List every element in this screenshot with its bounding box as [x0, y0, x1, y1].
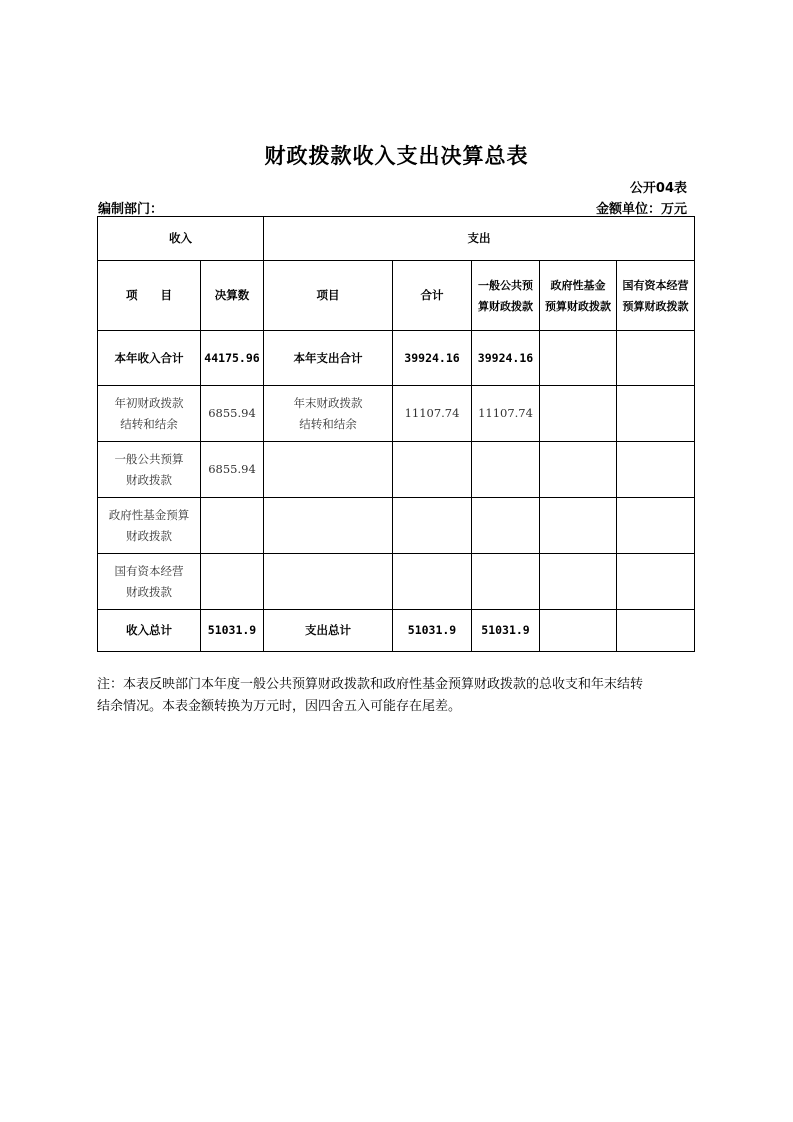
table-row [98, 442, 695, 498]
table-row [98, 554, 695, 610]
expense-item-label [264, 386, 393, 442]
expense-state-capital [617, 498, 695, 554]
expense-total [393, 442, 472, 498]
expense-total [393, 498, 472, 554]
expense-general-budget: 11107.74 [472, 386, 540, 442]
footnote [97, 674, 697, 718]
state-capital-header-line2: 预算财政拨款 [622, 299, 689, 313]
expense-general-budget: 51031.9 [472, 610, 540, 652]
income-item-label-line1: 一般公共预算 [114, 451, 184, 466]
expense-gov-fund [540, 442, 617, 498]
income-value [201, 554, 264, 610]
expense-item-label: 支出总计 [264, 610, 393, 652]
income-item-label [98, 386, 201, 442]
expense-item-label [264, 554, 393, 610]
exp-item-header: 项目 [264, 261, 393, 331]
expense-general-budget [472, 498, 540, 554]
expense-item-label-line2: 结转和结余 [299, 416, 357, 431]
expense-total [393, 554, 472, 610]
expense-item-label-line1: 年末财政拨款 [293, 395, 363, 410]
table-row [98, 331, 695, 386]
income-item-label: 收入总计 [98, 610, 201, 652]
form-number: 公开04表 [629, 181, 687, 196]
state-capital-header-line1: 国有资本经营 [622, 278, 689, 292]
unit-label: 金额单位：万元 [595, 202, 687, 217]
expense-general-budget [472, 554, 540, 610]
income-value [201, 498, 264, 554]
income-item-label-line2: 财政拨款 [126, 528, 172, 543]
page-title: 财政拨款收入支出决算总表 [264, 144, 529, 168]
expense-state-capital [617, 386, 695, 442]
item-header: 项 目 [98, 261, 201, 331]
income-item-label [98, 554, 201, 610]
general-budget-header [472, 261, 540, 331]
gov-fund-header-line2: 预算财政拨款 [545, 299, 611, 313]
expense-general-budget: 39924.16 [472, 331, 540, 386]
expense-gov-fund [540, 331, 617, 386]
income-item-label [98, 442, 201, 498]
expense-item-label [264, 498, 393, 554]
income-value: 6855.94 [201, 386, 264, 442]
general-budget-header-line1: 一般公共预 [478, 278, 533, 292]
expense-gov-fund [540, 610, 617, 652]
income-item-label-line2: 财政拨款 [126, 584, 172, 599]
table-row [98, 498, 695, 554]
gov-fund-header-line1: 政府性基金 [550, 278, 606, 292]
income-item-label-line1: 年初财政拨款 [114, 395, 184, 410]
state-capital-header [617, 261, 695, 331]
footnote-line2: 结余情况。本表金额转换为万元时，因四舍五入可能存在尾差。 [97, 699, 462, 714]
expense-state-capital [617, 554, 695, 610]
expense-header: 支出 [264, 217, 695, 261]
header-row-1 [98, 217, 695, 261]
table-row [98, 610, 695, 652]
expense-gov-fund [540, 554, 617, 610]
footnote-line1: 注：本表反映部门本年度一般公共预算财政拨款和政府性基金预算财政拨款的总收支和年末结转 [97, 677, 644, 692]
expense-item-label: 本年支出合计 [264, 331, 393, 386]
income-item-label-line2: 结转和结余 [120, 416, 178, 431]
expense-state-capital [617, 610, 695, 652]
expense-item-label [264, 442, 393, 498]
general-budget-header-line2: 算财政拨款 [478, 299, 533, 313]
header-row-2 [98, 261, 695, 331]
expense-total: 51031.9 [393, 610, 472, 652]
expense-state-capital [617, 331, 695, 386]
expense-gov-fund [540, 386, 617, 442]
dept-label: 编制部门： [98, 202, 164, 217]
table-row [98, 386, 695, 442]
income-item-label [98, 498, 201, 554]
income-value: 51031.9 [201, 610, 264, 652]
income-item-label-line1: 国有资本经营 [114, 563, 184, 578]
income-value: 6855.94 [201, 442, 264, 498]
income-header: 收入 [98, 217, 264, 261]
expense-general-budget [472, 442, 540, 498]
expense-total: 39924.16 [393, 331, 472, 386]
budget-table [97, 216, 695, 652]
income-item-label: 本年收入合计 [98, 331, 201, 386]
income-item-label-line1: 政府性基金预算 [108, 507, 190, 522]
gov-fund-header [540, 261, 617, 331]
expense-gov-fund [540, 498, 617, 554]
expense-state-capital [617, 442, 695, 498]
total-header: 合计 [393, 261, 472, 331]
income-value: 44175.96 [201, 331, 264, 386]
final-amount-header: 决算数 [201, 261, 264, 331]
expense-total: 11107.74 [393, 386, 472, 442]
income-item-label-line2: 财政拨款 [126, 472, 172, 487]
